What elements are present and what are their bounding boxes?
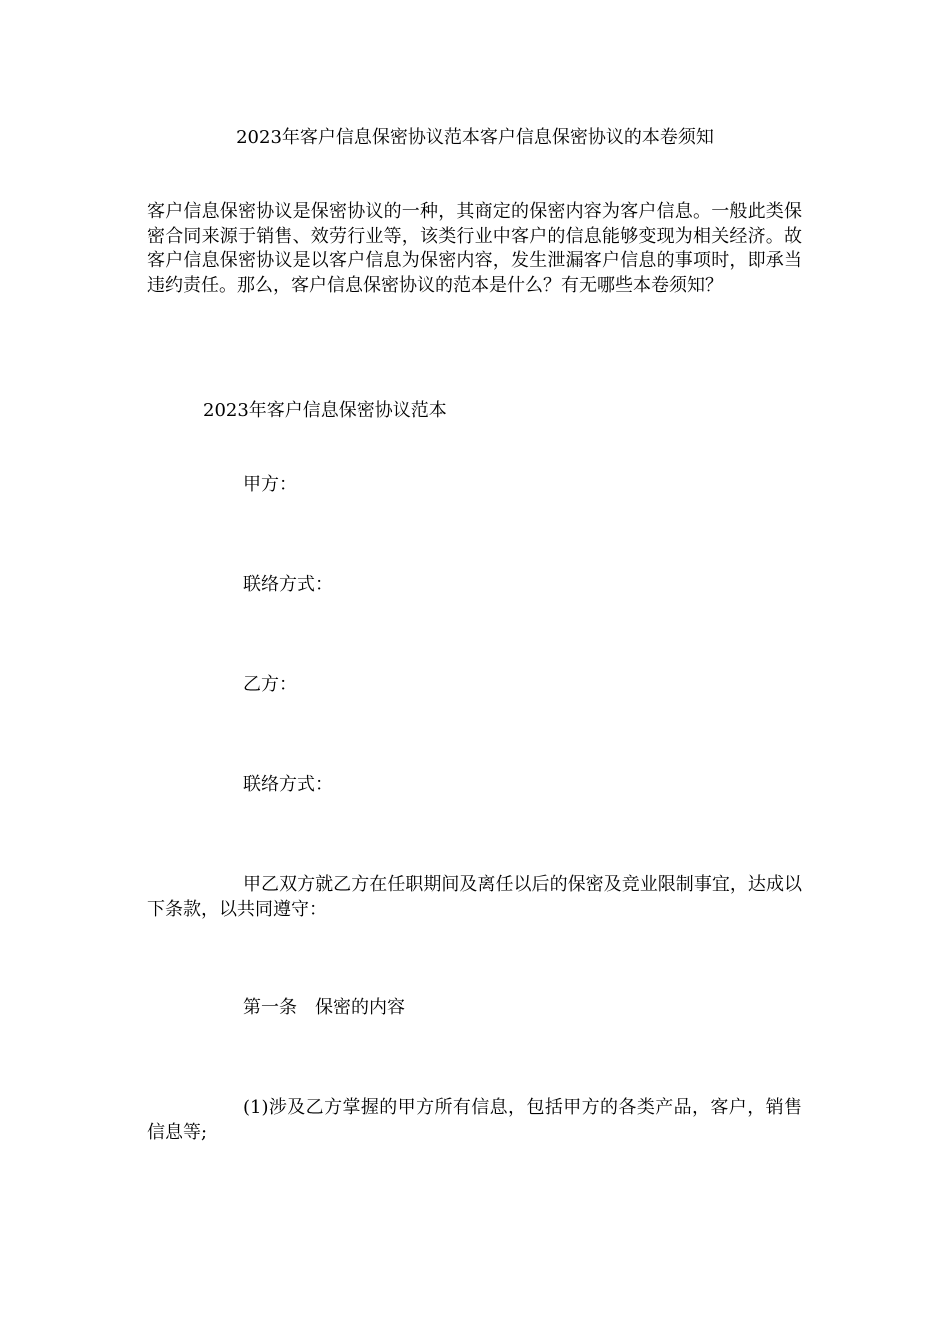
party-a-contact-label: 联络方式： (243, 574, 333, 595)
article-1-item-1: (1)涉及乙方掌握的甲方所有信息，包括甲方的各类产品，客户，销售信息等; (147, 1097, 802, 1143)
party-b-label: 乙方： (243, 674, 297, 695)
article-1-title: 第一条 保密的内容 (243, 997, 405, 1018)
intro-paragraph: 客户信息保密协议是保密协议的一种，其商定的保密内容为客户信息。一般此类保密合同来源于销售、效劳行业等，该类行业中客户的信息能够变现为相关经济。故客户信息保密协议是以客户信息为保密内容，发生泄漏客户信息的事项时，即承当违约责任。那么，客户信息保密协议的范本是什么？有无哪些本卷须知？ (147, 201, 802, 296)
section-subtitle: 2023年客户信息保密协议范本 (203, 400, 447, 421)
party-b-contact-label: 联络方式： (243, 774, 333, 795)
document-title: 2023年客户信息保密协议范本客户信息保密协议的本卷须知 (236, 127, 714, 148)
party-a-label: 甲方： (243, 474, 297, 495)
agreement-intro-paragraph: 甲乙双方就乙方在任职期间及离任以后的保密及竞业限制事宜，达成以下条款，以共同遵守： (147, 874, 802, 920)
